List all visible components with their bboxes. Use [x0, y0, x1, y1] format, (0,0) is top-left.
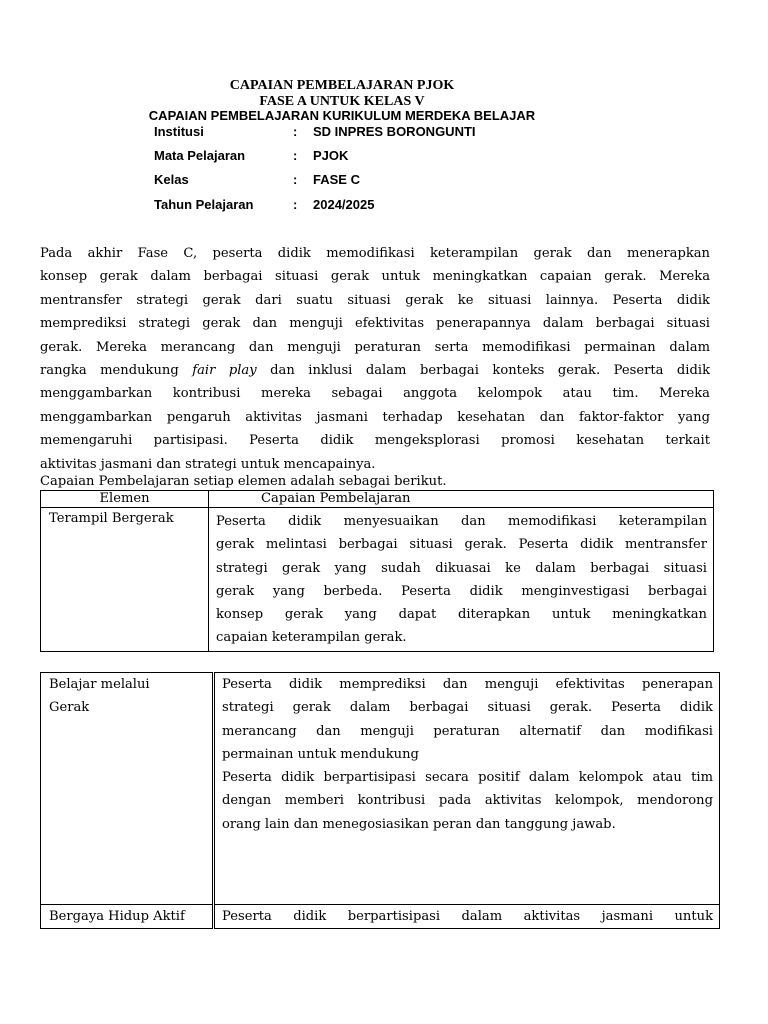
info-label-mata-pelajaran: Mata Pelajaran — [154, 148, 246, 163]
doc-title-line2: FASE A UNTUK KELAS V — [259, 94, 425, 109]
info-colon: : — [293, 197, 298, 212]
capaian-line: merancang dan menguji peraturan alternatif dan modifikasi — [222, 723, 713, 739]
info-label-tahun-pelajaran: Tahun Pelajaran — [154, 197, 254, 212]
header-capaian: Capaian Pembelajaran — [209, 491, 714, 508]
capaian-line: gerak yang berbeda. Peserta didik menginvestigasi berbagai — [216, 583, 707, 599]
table-row — [41, 508, 714, 652]
capaian-line: dengan memberi kontribusi pada aktivitas kelompok, mendorong — [222, 793, 713, 809]
main-paragraph — [40, 242, 710, 476]
elemen-belajar-melalui-gerak-l2: Gerak — [49, 700, 90, 716]
paragraph-line: Pada akhir Fase C, peserta didik memodifikasi keterampilan gerak dan menerapkan — [40, 246, 710, 261]
capaian-table-2 — [40, 672, 720, 929]
elemen-terampil-bergerak: Terampil Bergerak — [49, 511, 174, 526]
capaian-line: Peserta didik memprediksi dan menguji efektivitas penerapan — [222, 677, 713, 692]
capaian-cell — [214, 905, 720, 929]
paragraph-line: mentransfer strategi gerak dari suatu situasi gerak ke situasi lainnya. Peserta didik — [40, 292, 710, 308]
elemen-cell — [41, 673, 214, 905]
info-label-institusi: Institusi — [154, 124, 204, 139]
elemen-cell — [41, 508, 209, 652]
info-colon: : — [293, 148, 298, 163]
capaian-text: permainan untuk mendukung — [222, 746, 419, 762]
capaian-line: Peserta didik berpartisipasi secara positif dalam kelompok atau tim — [222, 770, 713, 786]
paragraph-line: aktivitas jasmani dan strategi untuk mencapainya. — [40, 456, 376, 472]
paragraph-line: memengaruhi partisipasi. Peserta didik mengeksplorasi promosi kesehatan terkait — [40, 433, 710, 449]
capaian-line: capaian keterampilan gerak. — [216, 630, 407, 646]
doc-title-line3: CAPAIAN PEMBELAJARAN KURIKULUM MERDEKA BELAJAR — [148, 108, 536, 123]
info-value-tahun-pelajaran: 2024/2025 — [313, 197, 375, 212]
header-elemen: Elemen — [41, 491, 209, 508]
capaian-line — [222, 743, 713, 766]
info-value-kelas: FASE C — [313, 172, 360, 187]
paragraph-line — [40, 359, 710, 382]
intro-text: Capaian Pembelajaran setiap elemen adalah sebagai berikut. — [40, 474, 447, 489]
table-row — [41, 905, 720, 929]
capaian-line: gerak melintasi berbagai situasi gerak. Peserta didik mentransfer — [216, 537, 707, 553]
paragraph-line: menggambarkan kontribusi mereka sebagai anggota kelompok atau tim. Mereka — [40, 386, 710, 402]
info-label-kelas: Kelas — [154, 172, 189, 187]
paragraph-line: gerak. Mereka merancang dan menguji peraturan serta memodifikasi permainan dalam — [40, 339, 710, 355]
table-header-row — [41, 491, 714, 508]
table-row — [41, 673, 720, 905]
capaian-line: strategi gerak yang sudah dikuasai ke dalam berbagai situasi — [216, 560, 707, 576]
capaian-line: strategi gerak dalam berbagai situasi gerak. Peserta didik — [222, 700, 713, 716]
capaian-table-1 — [40, 490, 714, 652]
info-value-institusi: SD INPRES BORONGUNTI — [313, 124, 476, 139]
paragraph-text: rangka mendukung — [40, 362, 179, 378]
elemen-bergaya-hidup-aktif: Bergaya Hidup Aktif — [49, 908, 185, 924]
elemen-belajar-melalui-gerak-l1: Belajar melalui — [49, 677, 150, 692]
capaian-cell — [214, 673, 720, 905]
doc-title-line1: CAPAIAN PEMBELAJARAN PJOK — [229, 78, 455, 93]
info-value-mata-pelajaran: PJOK — [313, 148, 349, 163]
info-colon: : — [293, 172, 298, 187]
paragraph-text: dan inklusi dalam berbagai konteks gerak. Peserta didik — [270, 362, 710, 378]
capaian-line: Peserta didik menyesuaikan dan memodifikasi keterampilan — [216, 514, 707, 529]
paragraph-line: konsep gerak dalam berbagai situasi gerak untuk meningkatkan capaian gerak. Mereka — [40, 269, 710, 285]
info-colon: : — [293, 124, 298, 139]
paragraph-line: memprediksi strategi gerak dan menguji efektivitas penerapannya dalam berbagai situasi — [40, 316, 710, 332]
capaian-line: Peserta didik berpartisipasi dalam aktivitas jasmani untuk — [222, 908, 713, 924]
capaian-line: konsep gerak yang dapat diterapkan untuk meningkatkan — [216, 607, 707, 623]
fair-play-italic: fair play — [192, 362, 257, 378]
capaian-line: orang lain dan menegosiasikan peran dan tanggung jawab. — [222, 816, 616, 832]
capaian-cell — [209, 508, 714, 652]
elemen-cell — [41, 905, 214, 929]
paragraph-line: menggambarkan pengaruh aktivitas jasmani terhadap kesehatan dan faktor-faktor yang — [40, 409, 710, 425]
